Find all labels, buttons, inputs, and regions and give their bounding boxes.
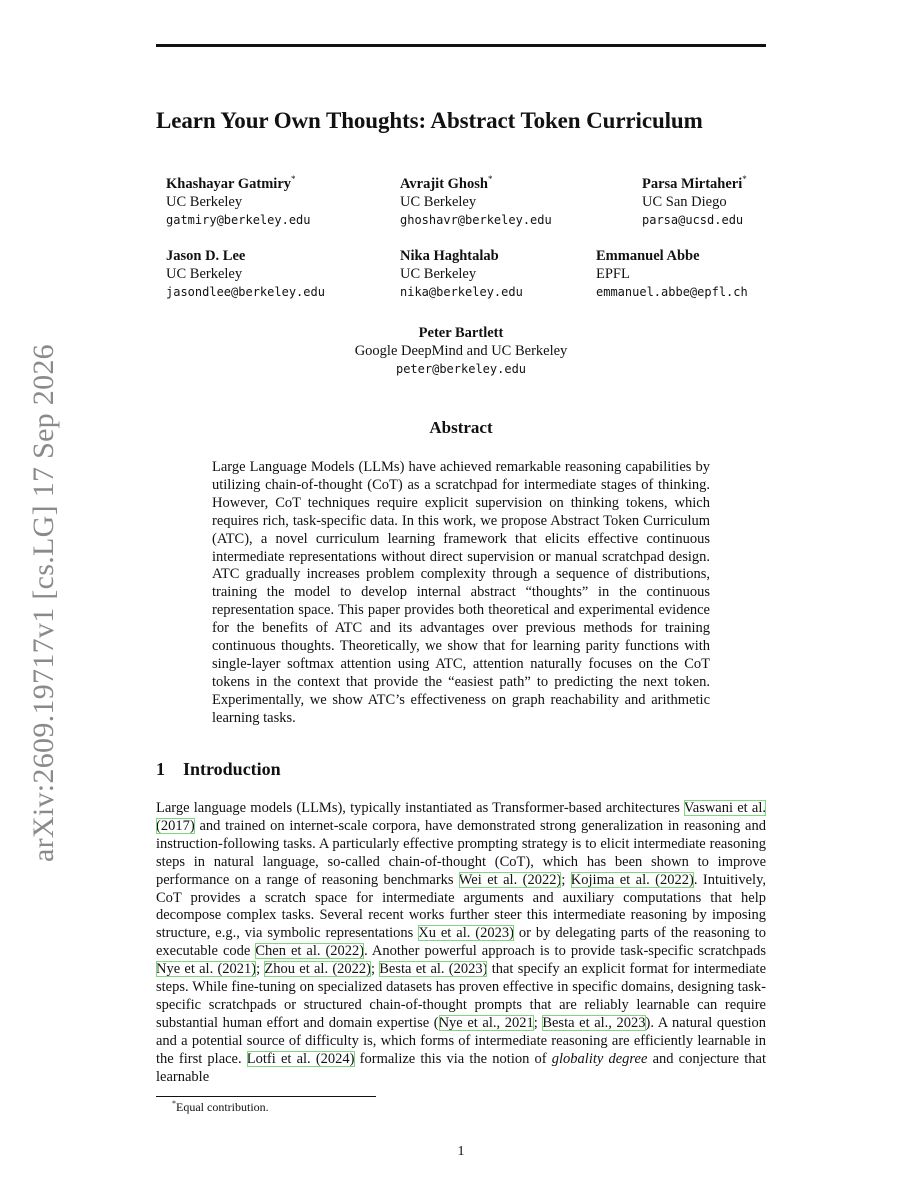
introduction-paragraph (156, 800, 766, 1087)
intro-text: ). A natural question and a potential source of difficulty is, which forms of intermediate reasoning are efficiently learnable in the first place. (156, 1014, 766, 1067)
author-5 (400, 247, 523, 301)
author-email[interactable]: ghoshavr@berkeley.edu (400, 212, 552, 227)
author-4 (166, 247, 325, 301)
intro-text: or by delegating parts of the reasoning to executable code (156, 925, 766, 960)
section-number: 1 (156, 759, 165, 779)
author-1 (166, 170, 311, 229)
author-name: Khashayar Gatmiry* (166, 174, 296, 192)
author-affiliation: UC Berkeley (400, 266, 477, 282)
author-name: Avrajit Ghosh* (400, 174, 493, 192)
author-name: Peter Bartlett (418, 325, 504, 341)
citation-link[interactable]: Chen et al. (2022) (255, 943, 365, 960)
section-title: Introduction (183, 759, 281, 779)
citation-link[interactable]: Lotfi et al. (2024) (246, 1050, 355, 1067)
author-3 (642, 170, 747, 229)
equal-contribution-mark: * (742, 174, 747, 184)
author-affiliation: EPFL (596, 266, 630, 282)
author-affiliation: UC San Diego (642, 193, 727, 210)
author-affiliation: UC Berkeley (400, 193, 477, 210)
author-6 (596, 247, 748, 301)
author-name: Parsa Mirtaheri* (642, 174, 747, 192)
author-affiliation: UC Berkeley (166, 266, 243, 282)
intro-text: . Another powerful approach is to provide task-specific scratchpads (364, 943, 766, 960)
page-number: 1 (457, 1144, 465, 1159)
author-7 (156, 324, 766, 378)
intro-text: formalize this via the notion of (354, 1050, 552, 1067)
footnote-text: Equal contribution. (176, 1100, 269, 1114)
citation-link[interactable]: Besta et al., 2023 (542, 1014, 646, 1031)
arxiv-identifier: arXiv:2609.19717v1 [cs.LG] 17 Sep 2026 (27, 344, 60, 863)
author-email[interactable]: emmanuel.abbe@epfl.ch (596, 285, 748, 299)
citation-link[interactable]: Besta et al. (2023) (379, 961, 488, 978)
intro-text: Large language models (LLMs), typically instantiated as Transformer-based architectures (156, 800, 684, 816)
paper-title: Learn Your Own Thoughts: Abstract Token Curriculum (156, 108, 703, 133)
equal-contribution-mark: * (487, 174, 493, 184)
intro-text: ; (561, 871, 571, 888)
intro-text: ; (533, 1014, 543, 1031)
author-name: Nika Haghtalab (400, 248, 499, 264)
abstract-heading: Abstract (429, 418, 493, 437)
intro-text: that specify an explicit format for intermediate steps. While fine-tuning on specialized datasets has proven effective in specific domains, designing task-specific scratchpads or structured chain-of-thought prompts that are reliably learnable can require substantial human effort and domain expertise ( (156, 961, 767, 1031)
intro-text: . Intuitively, CoT provides a scratch space for intermediate arguments and auxiliary computations that help decompose complex tasks. Several recent works further steer this intermediate reasoning by imposing structure, e.g., via symbolic representations (156, 871, 767, 942)
author-name: Jason D. Lee (166, 248, 246, 264)
author-2 (400, 170, 552, 229)
author-email[interactable]: peter@berkeley.edu (395, 362, 527, 376)
author-affiliation: UC Berkeley (166, 193, 243, 210)
author-email[interactable]: nika@berkeley.edu (400, 285, 523, 299)
intro-text: and trained on internet-scale corpora, have demonstrated strong generalization in reasoning and instruction-following tasks. A particularly effective prompting strategy is to elicit intermediate reasoning steps in natural language, so-called chain-of-thought (CoT), which has been shown to improve performance on a range of reasoning benchmarks (156, 817, 766, 888)
intro-text: and conjecture that learnable (156, 1050, 766, 1085)
abstract-text: Large Language Models (LLMs) have achieved remarkable reasoning capabilities by utilizing chain-of-thought (CoT) as a scratchpad for intermediate stages of thinking. However, CoT techniques require explicit supervision on thinking tokens, which requires rich, task-specific data. In this work, we propose Abstract Token Curriculum (ATC), a novel curriculum learning framework that elicits effective continuous intermediate representations without direct supervision or manual scratchpad design. ATC gradually increases problem complexity through a sequence of distributions, training the model to develop internal abstract “thoughts” in the continuous representation space. This paper provides both theoretical and experimental evidence for the benefits of ATC and its advantages over previous methods for training continuous thoughts. Theoretically, we show that for learning parity functions with single-layer softmax attention using ATC, attention naturally focuses on the CoT tokens in the context that provide the “easiest path” to predicting the next token. Experimentally, we show ATC’s effectiveness on graph reachability and arithmetic learning tasks. (212, 459, 710, 726)
intro-text: ; (256, 961, 265, 978)
citation-link[interactable]: Vaswani et al. (2017) (156, 800, 766, 834)
footnote-mark: * (172, 1099, 176, 1108)
citation-link[interactable]: Kojima et al. (2022) (570, 871, 694, 888)
citation-link[interactable]: Nye et al., 2021 (438, 1014, 534, 1031)
section-heading (156, 759, 281, 780)
citation-link[interactable]: Wei et al. (2022) (458, 871, 562, 888)
author-email[interactable]: jasondlee@berkeley.edu (166, 285, 325, 299)
footnote-rule (156, 1096, 376, 1097)
citation-link[interactable]: Zhou et al. (2022) (264, 961, 371, 978)
citation-link[interactable]: Xu et al. (2023) (418, 925, 514, 942)
top-rule (156, 44, 766, 47)
footnote (172, 1099, 269, 1115)
author-affiliation: Google DeepMind and UC Berkeley (354, 343, 568, 359)
author-name: Emmanuel Abbe (596, 248, 700, 264)
intro-text: ; (370, 961, 380, 978)
author-email[interactable]: gatmiry@berkeley.edu (166, 212, 311, 227)
emphasized-term: globality degree (551, 1050, 648, 1067)
equal-contribution-mark: * (291, 174, 296, 184)
author-email[interactable]: parsa@ucsd.edu (642, 212, 744, 227)
citation-link[interactable]: Nye et al. (2021) (156, 961, 257, 978)
